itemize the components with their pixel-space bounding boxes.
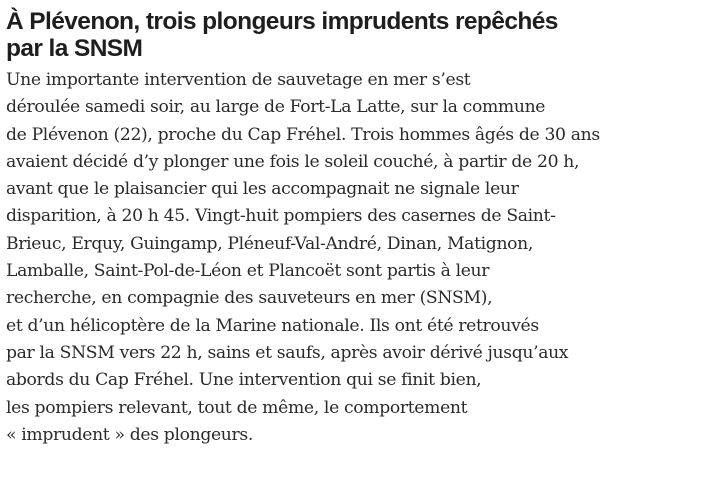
body-line: les pompiers relevant, tout de même, le comportement [6,397,468,418]
body-line: recherche, en compagnie des sauveteurs en mer (SNSM), [6,288,493,309]
body-line: abords du Cap Fréhel. Une intervention qui se finit bien, [6,370,482,391]
body-line: disparition, à 20 h 45. Vingt-huit pompiers des casernes de Saint- [6,206,556,227]
body-line: par la SNSM vers 22 h, sains et saufs, après avoir dérivé jusqu’aux [6,342,569,363]
body-line: Lamballe, Saint-Pol-de-Léon et Plancoët sont partis à leur [6,261,490,282]
headline-line: par la SNSM [6,35,143,62]
body-line: de Plévenon (22), proche du Cap Fréhel. Trois hommes âgés de 30 ans [6,124,600,145]
body-line: « imprudent » des plongeurs. [6,424,253,445]
body-line: et d’un hélicoptère de la Marine nationale. Ils ont été retrouvés [6,315,539,336]
headline-line: À Plévenon, trois plongeurs imprudents repêchés [6,8,558,35]
article-headline [6,8,704,62]
body-line: Une importante intervention de sauvetage en mer s’est [6,70,471,90]
article-body [6,67,704,449]
news-article [6,8,704,449]
body-line: Brieuc, Erquy, Guingamp, Pléneuf-Val-André, Dinan, Matignon, [6,233,533,254]
body-line: avant que le plaisancier qui les accompagnait ne signale leur [6,179,519,200]
body-line: déroulée samedi soir, au large de Fort-La Latte, sur la commune [6,97,546,118]
body-line: avaient décidé d’y plonger une fois le soleil couché, à partir de 20 h, [6,151,580,172]
